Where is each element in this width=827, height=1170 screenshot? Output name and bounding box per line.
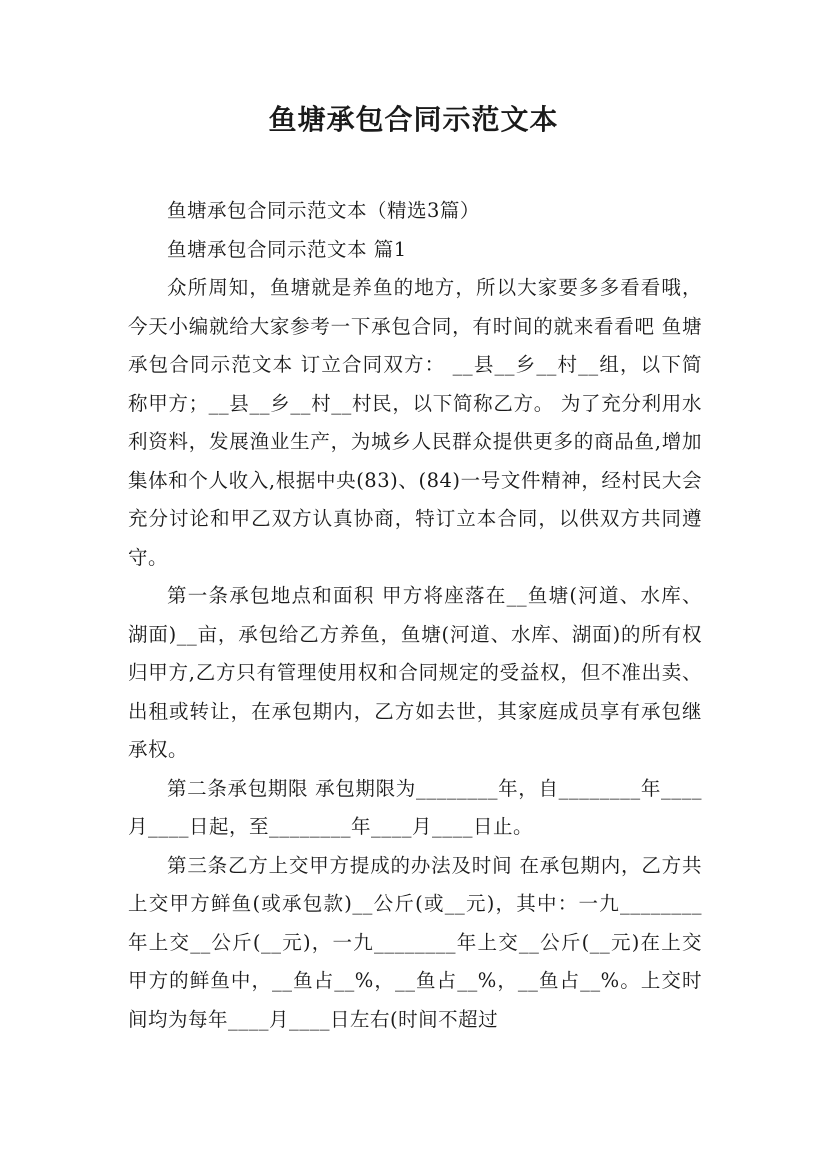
document-subtitle: 鱼塘承包合同示范文本（精选3篇） bbox=[167, 199, 480, 222]
paragraph-article-1: 第一条承包地点和面积 甲方将座落在__鱼塘(河道、水库、湖面)__亩，承包给乙方养鱼，鱼塘(河道、水库、湖面)的所有权归甲方,乙方只有管理使用权和合同规定的受益权，但不准出卖、出租或转让，在承包期内，乙方如去世，其家庭成员享有承包继承权。 bbox=[128, 584, 702, 761]
section-heading: 鱼塘承包合同示范文本 篇1 bbox=[167, 237, 407, 261]
document-body bbox=[128, 192, 702, 1039]
paragraph-intro: 众所周知，鱼塘就是养鱼的地方，所以大家要多多看看哦，今天小编就给大家参考一下承包合同，有时间的就来看看吧 鱼塘承包合同示范文本 订立合同双方： __县__乡__村__组，以下简称甲方；__县__乡__村__村民，以下简称乙方。 为了充分利用水利资料，发展渔业生产，为城乡人民群众提供更多的商品鱼,增加集体和个人收入,根据中央(83)、(84)一号文件精神，经村民大会充分讨论和甲乙双方认真协商，特订立本合同，以供双方共同遵守。 bbox=[128, 276, 702, 569]
paragraph-article-2: 第二条承包期限 承包期限为________年，自________年____月____日起，至________年____月____日止。 bbox=[128, 776, 702, 838]
paragraph-article-3: 第三条乙方上交甲方提成的办法及时间 在承包期内，乙方共上交甲方鲜鱼(或承包款)__公斤(或__元)，其中：一九________年上交__公斤(__元)，一九________年上交__公斤(__元)在上交甲方的鲜鱼中，__鱼占__%，__鱼占__%，__鱼占__%。上交时间均为每年____月____日左右(时间不超过 bbox=[128, 853, 702, 1031]
document-title: 鱼塘承包合同示范文本 bbox=[268, 103, 559, 136]
